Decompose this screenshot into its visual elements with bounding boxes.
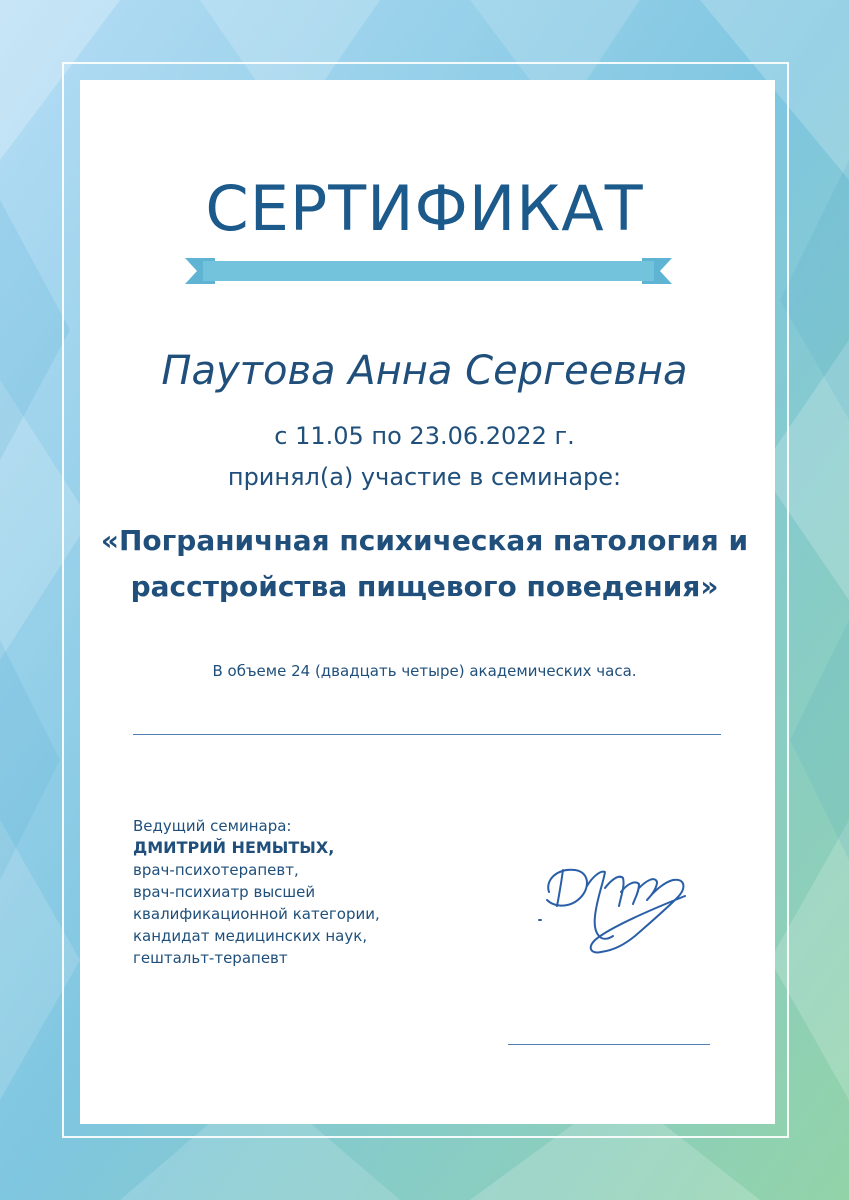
leader-label: Ведущий семинара: [133,817,292,835]
leader-credential: врач-психиатр высшей [133,883,316,901]
certificate-title: СЕРТИФИКАТ [205,172,644,245]
signature [535,840,710,960]
signature-line [508,1044,710,1045]
divider-line [133,734,721,735]
seminar-topic [0,518,849,610]
period-text: с 11.05 по 23.06.2022 г. [274,422,575,450]
leader-credential: квалификационной категории, [133,905,380,923]
participation-text: принял(а) участие в семинаре: [227,463,622,491]
leader-name: ДМИТРИЙ НЕМЫТЫХ, [133,838,335,857]
ribbon-band [203,261,654,281]
recipient-name: Паутова Анна Сергеевна [161,348,688,394]
hours-text: В объеме 24 (двадцать четыре) академических часа. [212,662,637,680]
leader-credential: кандидат медицинских наук, [133,927,368,945]
seminar-leader-block [133,815,380,969]
topic-line-1: «Пограничная психическая патология и [100,524,749,557]
title-ribbon [185,258,672,284]
leader-credential: врач-психотерапевт, [133,861,299,879]
leader-credential: гештальт-терапевт [133,949,288,967]
topic-line-2: расстройства пищевого поведения» [130,570,719,603]
